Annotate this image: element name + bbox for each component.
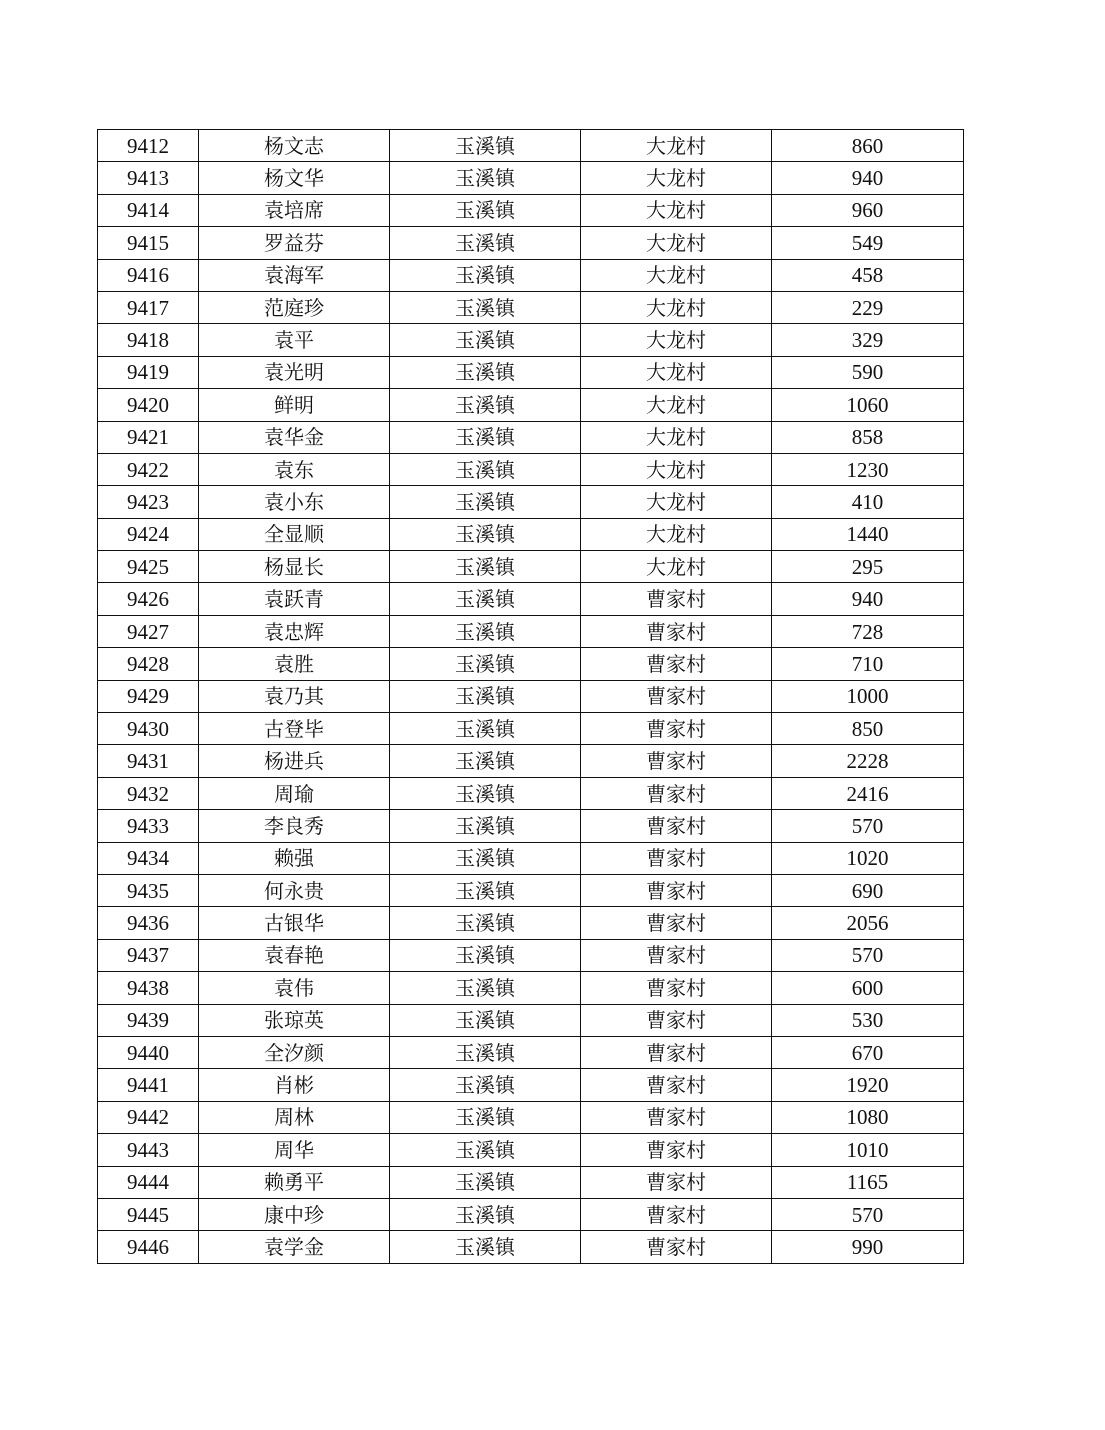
table-body: [98, 130, 964, 1264]
cell-town: 玉溪镇: [390, 1134, 581, 1166]
cell-name: 袁忠辉: [199, 615, 390, 647]
cell-amount: 710: [772, 648, 964, 680]
cell-id: 9422: [98, 453, 199, 485]
cell-id: 9445: [98, 1198, 199, 1230]
table-row: [98, 421, 964, 453]
table-row: [98, 227, 964, 259]
table-row: [98, 972, 964, 1004]
cell-village: 曹家村: [581, 810, 772, 842]
cell-id: 9427: [98, 615, 199, 647]
cell-village: 大龙村: [581, 551, 772, 583]
cell-town: 玉溪镇: [390, 745, 581, 777]
cell-id: 9432: [98, 777, 199, 809]
table-row: [98, 130, 964, 162]
cell-name: 周瑜: [199, 777, 390, 809]
table-row: [98, 389, 964, 421]
table-row: [98, 162, 964, 194]
cell-id: 9426: [98, 583, 199, 615]
cell-name: 李良秀: [199, 810, 390, 842]
cell-village: 曹家村: [581, 1166, 772, 1198]
cell-amount: 728: [772, 615, 964, 647]
cell-name: 杨进兵: [199, 745, 390, 777]
cell-village: 大龙村: [581, 356, 772, 388]
cell-amount: 1230: [772, 453, 964, 485]
table-row: [98, 648, 964, 680]
cell-town: 玉溪镇: [390, 842, 581, 874]
cell-amount: 295: [772, 551, 964, 583]
table-row: [98, 583, 964, 615]
cell-amount: 570: [772, 1198, 964, 1230]
cell-id: 9429: [98, 680, 199, 712]
cell-name: 杨显长: [199, 551, 390, 583]
cell-village: 曹家村: [581, 1198, 772, 1230]
cell-id: 9434: [98, 842, 199, 874]
table-row: [98, 453, 964, 485]
cell-town: 玉溪镇: [390, 194, 581, 226]
cell-amount: 940: [772, 162, 964, 194]
cell-town: 玉溪镇: [390, 421, 581, 453]
cell-village: 曹家村: [581, 1231, 772, 1263]
data-table: [97, 129, 964, 1264]
cell-amount: 1440: [772, 518, 964, 550]
table-row: [98, 1134, 964, 1166]
table-row: [98, 1004, 964, 1036]
cell-village: 曹家村: [581, 874, 772, 906]
table-row: [98, 291, 964, 323]
cell-village: 大龙村: [581, 291, 772, 323]
table-row: [98, 1101, 964, 1133]
cell-amount: 1080: [772, 1101, 964, 1133]
cell-id: 9418: [98, 324, 199, 356]
table-row: [98, 324, 964, 356]
cell-id: 9441: [98, 1069, 199, 1101]
cell-village: 曹家村: [581, 648, 772, 680]
table-row: [98, 680, 964, 712]
cell-id: 9417: [98, 291, 199, 323]
cell-town: 玉溪镇: [390, 259, 581, 291]
table-row: [98, 259, 964, 291]
cell-amount: 2228: [772, 745, 964, 777]
cell-name: 袁光明: [199, 356, 390, 388]
cell-village: 曹家村: [581, 777, 772, 809]
cell-id: 9416: [98, 259, 199, 291]
cell-amount: 590: [772, 356, 964, 388]
cell-amount: 600: [772, 972, 964, 1004]
cell-town: 玉溪镇: [390, 1004, 581, 1036]
cell-amount: 690: [772, 874, 964, 906]
cell-village: 大龙村: [581, 194, 772, 226]
cell-id: 9425: [98, 551, 199, 583]
cell-id: 9412: [98, 130, 199, 162]
cell-village: 大龙村: [581, 324, 772, 356]
cell-amount: 940: [772, 583, 964, 615]
cell-amount: 960: [772, 194, 964, 226]
cell-name: 罗益芬: [199, 227, 390, 259]
table-row: [98, 194, 964, 226]
table-row: [98, 745, 964, 777]
cell-village: 曹家村: [581, 615, 772, 647]
cell-village: 大龙村: [581, 162, 772, 194]
cell-name: 袁海军: [199, 259, 390, 291]
cell-village: 曹家村: [581, 1069, 772, 1101]
cell-id: 9415: [98, 227, 199, 259]
cell-id: 9440: [98, 1036, 199, 1068]
cell-amount: 990: [772, 1231, 964, 1263]
cell-amount: 570: [772, 810, 964, 842]
cell-amount: 410: [772, 486, 964, 518]
table-row: [98, 939, 964, 971]
table-row: [98, 874, 964, 906]
cell-amount: 860: [772, 130, 964, 162]
cell-id: 9421: [98, 421, 199, 453]
cell-name: 袁跃青: [199, 583, 390, 615]
cell-village: 曹家村: [581, 842, 772, 874]
cell-name: 杨文志: [199, 130, 390, 162]
cell-town: 玉溪镇: [390, 615, 581, 647]
cell-village: 大龙村: [581, 486, 772, 518]
cell-town: 玉溪镇: [390, 356, 581, 388]
cell-town: 玉溪镇: [390, 518, 581, 550]
cell-amount: 1060: [772, 389, 964, 421]
cell-name: 袁伟: [199, 972, 390, 1004]
cell-town: 玉溪镇: [390, 907, 581, 939]
cell-name: 袁学金: [199, 1231, 390, 1263]
cell-village: 大龙村: [581, 130, 772, 162]
cell-village: 曹家村: [581, 907, 772, 939]
cell-town: 玉溪镇: [390, 874, 581, 906]
cell-amount: 530: [772, 1004, 964, 1036]
cell-name: 袁胜: [199, 648, 390, 680]
cell-id: 9439: [98, 1004, 199, 1036]
cell-amount: 850: [772, 713, 964, 745]
cell-name: 肖彬: [199, 1069, 390, 1101]
cell-town: 玉溪镇: [390, 389, 581, 421]
cell-town: 玉溪镇: [390, 777, 581, 809]
cell-village: 曹家村: [581, 583, 772, 615]
cell-name: 全显顺: [199, 518, 390, 550]
cell-name: 赖勇平: [199, 1166, 390, 1198]
table-row: [98, 777, 964, 809]
cell-name: 何永贵: [199, 874, 390, 906]
cell-town: 玉溪镇: [390, 1069, 581, 1101]
table-row: [98, 615, 964, 647]
cell-village: 大龙村: [581, 453, 772, 485]
cell-town: 玉溪镇: [390, 713, 581, 745]
cell-name: 杨文华: [199, 162, 390, 194]
cell-id: 9428: [98, 648, 199, 680]
cell-village: 曹家村: [581, 745, 772, 777]
cell-name: 袁春艳: [199, 939, 390, 971]
cell-name: 袁乃其: [199, 680, 390, 712]
cell-id: 9435: [98, 874, 199, 906]
cell-town: 玉溪镇: [390, 453, 581, 485]
cell-town: 玉溪镇: [390, 486, 581, 518]
cell-village: 曹家村: [581, 713, 772, 745]
cell-id: 9413: [98, 162, 199, 194]
table-row: [98, 551, 964, 583]
cell-amount: 2056: [772, 907, 964, 939]
table-row: [98, 1231, 964, 1263]
cell-village: 曹家村: [581, 939, 772, 971]
cell-name: 康中珍: [199, 1198, 390, 1230]
cell-village: 大龙村: [581, 259, 772, 291]
cell-name: 周华: [199, 1134, 390, 1166]
cell-id: 9433: [98, 810, 199, 842]
cell-town: 玉溪镇: [390, 291, 581, 323]
cell-id: 9444: [98, 1166, 199, 1198]
cell-town: 玉溪镇: [390, 1101, 581, 1133]
cell-name: 袁小东: [199, 486, 390, 518]
cell-town: 玉溪镇: [390, 324, 581, 356]
cell-village: 曹家村: [581, 1134, 772, 1166]
cell-amount: 1165: [772, 1166, 964, 1198]
cell-id: 9414: [98, 194, 199, 226]
cell-amount: 2416: [772, 777, 964, 809]
cell-village: 大龙村: [581, 227, 772, 259]
cell-name: 范庭珍: [199, 291, 390, 323]
cell-id: 9419: [98, 356, 199, 388]
cell-amount: 1020: [772, 842, 964, 874]
cell-town: 玉溪镇: [390, 939, 581, 971]
table-row: [98, 1166, 964, 1198]
cell-name: 赖强: [199, 842, 390, 874]
cell-amount: 229: [772, 291, 964, 323]
cell-village: 大龙村: [581, 518, 772, 550]
cell-id: 9436: [98, 907, 199, 939]
cell-village: 曹家村: [581, 1101, 772, 1133]
cell-amount: 329: [772, 324, 964, 356]
cell-amount: 858: [772, 421, 964, 453]
cell-town: 玉溪镇: [390, 648, 581, 680]
cell-town: 玉溪镇: [390, 227, 581, 259]
cell-town: 玉溪镇: [390, 680, 581, 712]
table-row: [98, 1069, 964, 1101]
cell-amount: 670: [772, 1036, 964, 1068]
cell-town: 玉溪镇: [390, 1198, 581, 1230]
cell-name: 袁培席: [199, 194, 390, 226]
table-row: [98, 1198, 964, 1230]
cell-town: 玉溪镇: [390, 551, 581, 583]
cell-village: 大龙村: [581, 389, 772, 421]
cell-village: 曹家村: [581, 1004, 772, 1036]
cell-id: 9443: [98, 1134, 199, 1166]
cell-id: 9420: [98, 389, 199, 421]
cell-town: 玉溪镇: [390, 162, 581, 194]
cell-town: 玉溪镇: [390, 972, 581, 1004]
cell-id: 9438: [98, 972, 199, 1004]
cell-town: 玉溪镇: [390, 1036, 581, 1068]
table-row: [98, 486, 964, 518]
table-row: [98, 356, 964, 388]
cell-village: 曹家村: [581, 680, 772, 712]
cell-amount: 1010: [772, 1134, 964, 1166]
table-row: [98, 518, 964, 550]
cell-name: 袁平: [199, 324, 390, 356]
cell-town: 玉溪镇: [390, 583, 581, 615]
cell-name: 袁华金: [199, 421, 390, 453]
cell-name: 鲜明: [199, 389, 390, 421]
cell-amount: 549: [772, 227, 964, 259]
cell-town: 玉溪镇: [390, 810, 581, 842]
cell-town: 玉溪镇: [390, 130, 581, 162]
cell-id: 9446: [98, 1231, 199, 1263]
table-row: [98, 842, 964, 874]
cell-amount: 1000: [772, 680, 964, 712]
cell-id: 9437: [98, 939, 199, 971]
cell-name: 周林: [199, 1101, 390, 1133]
cell-village: 曹家村: [581, 1036, 772, 1068]
cell-name: 古登毕: [199, 713, 390, 745]
table-row: [98, 713, 964, 745]
cell-amount: 458: [772, 259, 964, 291]
cell-id: 9431: [98, 745, 199, 777]
cell-name: 古银华: [199, 907, 390, 939]
cell-amount: 570: [772, 939, 964, 971]
table-row: [98, 1036, 964, 1068]
cell-id: 9442: [98, 1101, 199, 1133]
table-row: [98, 907, 964, 939]
cell-town: 玉溪镇: [390, 1166, 581, 1198]
table-row: [98, 810, 964, 842]
cell-town: 玉溪镇: [390, 1231, 581, 1263]
cell-id: 9430: [98, 713, 199, 745]
cell-amount: 1920: [772, 1069, 964, 1101]
cell-id: 9423: [98, 486, 199, 518]
cell-village: 大龙村: [581, 421, 772, 453]
cell-name: 张琼英: [199, 1004, 390, 1036]
cell-name: 全汐颜: [199, 1036, 390, 1068]
cell-village: 曹家村: [581, 972, 772, 1004]
cell-name: 袁东: [199, 453, 390, 485]
cell-id: 9424: [98, 518, 199, 550]
